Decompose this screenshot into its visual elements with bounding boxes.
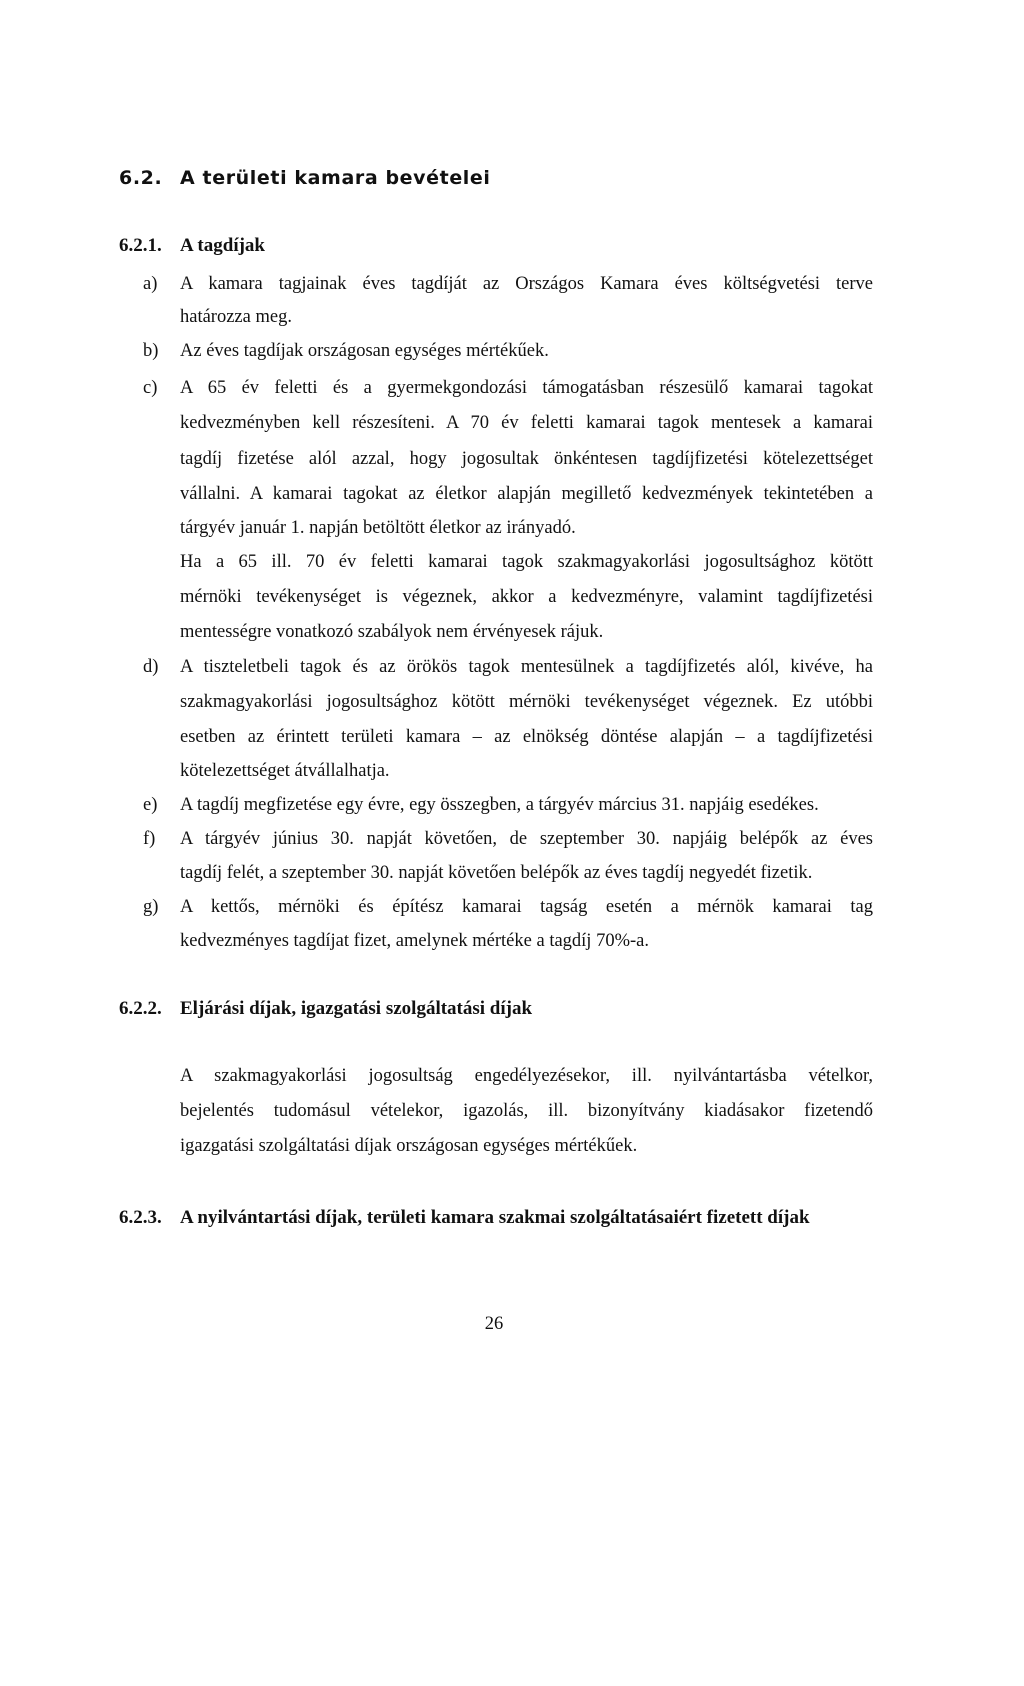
item-b-line-1: Az éves tagdíjak országosan egységes mértékűek. [180,341,549,361]
section-number: 6.2. [119,167,163,189]
subsection-title-3: A nyilvántartási díjak, területi kamara szakmai szolgáltatásaiért fizetett díjak [180,1207,810,1228]
sub2-paragraph-line-2: bejelentés tudomásul vételekor, igazolás, ill. bizonyítvány kiadásakor fizetendő [180,1101,873,1121]
item-g-line-1: A kettős, mérnöki és építész kamarai tagság esetén a mérnök kamarai tag [180,897,873,917]
subsection-number-1: 6.2.1. [119,235,162,256]
list-marker-f: f) [143,829,156,849]
section-title: A területi kamara bevételei [180,167,491,189]
item-d-line-1: A tiszteletbeli tagok és az örökös tagok mentesülnek a tagdíjfizetés alól, kivéve, ha [180,657,873,677]
item-c-line-1: A 65 év feletti és a gyermekgondozási támogatásban részesülő kamarai tagokat [180,378,873,398]
item-a-line-2: határozza meg. [180,307,292,327]
item-d-line-2: szakmagyakorlási jogosultsághoz kötött mérnöki tevékenységet végeznek. Ez utóbbi [180,692,873,712]
list-marker-g: g) [143,897,159,917]
item-c-line-3: tagdíj fizetése alól azzal, hogy jogosultak önkéntesen tagdíjfizetési kötelezettséget [180,449,873,469]
subsection-title-2: Eljárási díjak, igazgatási szolgáltatási díjak [180,998,533,1019]
item-f-line-2: tagdíj felét, a szeptember 30. napját követően belépők az éves tagdíj negyedét fizetik. [180,863,813,883]
item-d-line-3: esetben az érintett területi kamara – az elnökség döntése alapján – a tagdíjfizetési [180,727,873,747]
item-g-line-2: kedvezményes tagdíjat fizet, amelynek mértéke a tagdíj 70%-a. [180,931,649,951]
item-d-line-4: kötelezettséget átvállalhatja. [180,761,390,781]
sub2-paragraph-line-1: A szakmagyakorlási jogosultság engedélyezésekor, ill. nyilvántartásba vételkor, [180,1066,873,1086]
item-c-line-5: tárgyév január 1. napján betöltött életkor az irányadó. [180,518,576,538]
item-e-line-1: A tagdíj megfizetése egy évre, egy összegben, a tárgyév március 31. napjáig esedékes. [180,795,819,815]
item-c-line-2: kedvezményben kell részesíteni. A 70 év feletti kamarai tagok mentesek a kamarai [180,413,873,433]
item-c-line-8: mentességre vonatkozó szabályok nem érvényesek rájuk. [180,622,604,642]
list-marker-d: d) [143,657,159,677]
list-marker-a: a) [143,274,158,294]
item-c-line-7: mérnöki tevékenységet is végeznek, akkor a kedvezményre, valamint tagdíjfizetési [180,587,873,607]
page-number: 26 [484,1314,504,1334]
list-marker-e: e) [143,795,158,815]
list-marker-c: c) [143,378,158,398]
subsection-title-1: A tagdíjak [180,235,265,256]
item-a-line-1: A kamara tagjainak éves tagdíját az Országos Kamara éves költségvetési terve [180,274,873,294]
subsection-number-3: 6.2.3. [119,1207,162,1228]
item-c-line-6: Ha a 65 ill. 70 év feletti kamarai tagok szakmagyakorlási jogosultsághoz kötött [180,552,873,572]
sub2-paragraph-line-3: igazgatási szolgáltatási díjak országosan egységes mértékűek. [180,1136,638,1156]
item-f-line-1: A tárgyév június 30. napját követően, de szeptember 30. napjáig belépők az éves [180,829,873,849]
subsection-number-2: 6.2.2. [119,998,162,1019]
list-marker-b: b) [143,341,159,361]
item-c-line-4: vállalni. A kamarai tagokat az életkor alapján megillető kedvezmények tekintetében a [180,484,873,504]
